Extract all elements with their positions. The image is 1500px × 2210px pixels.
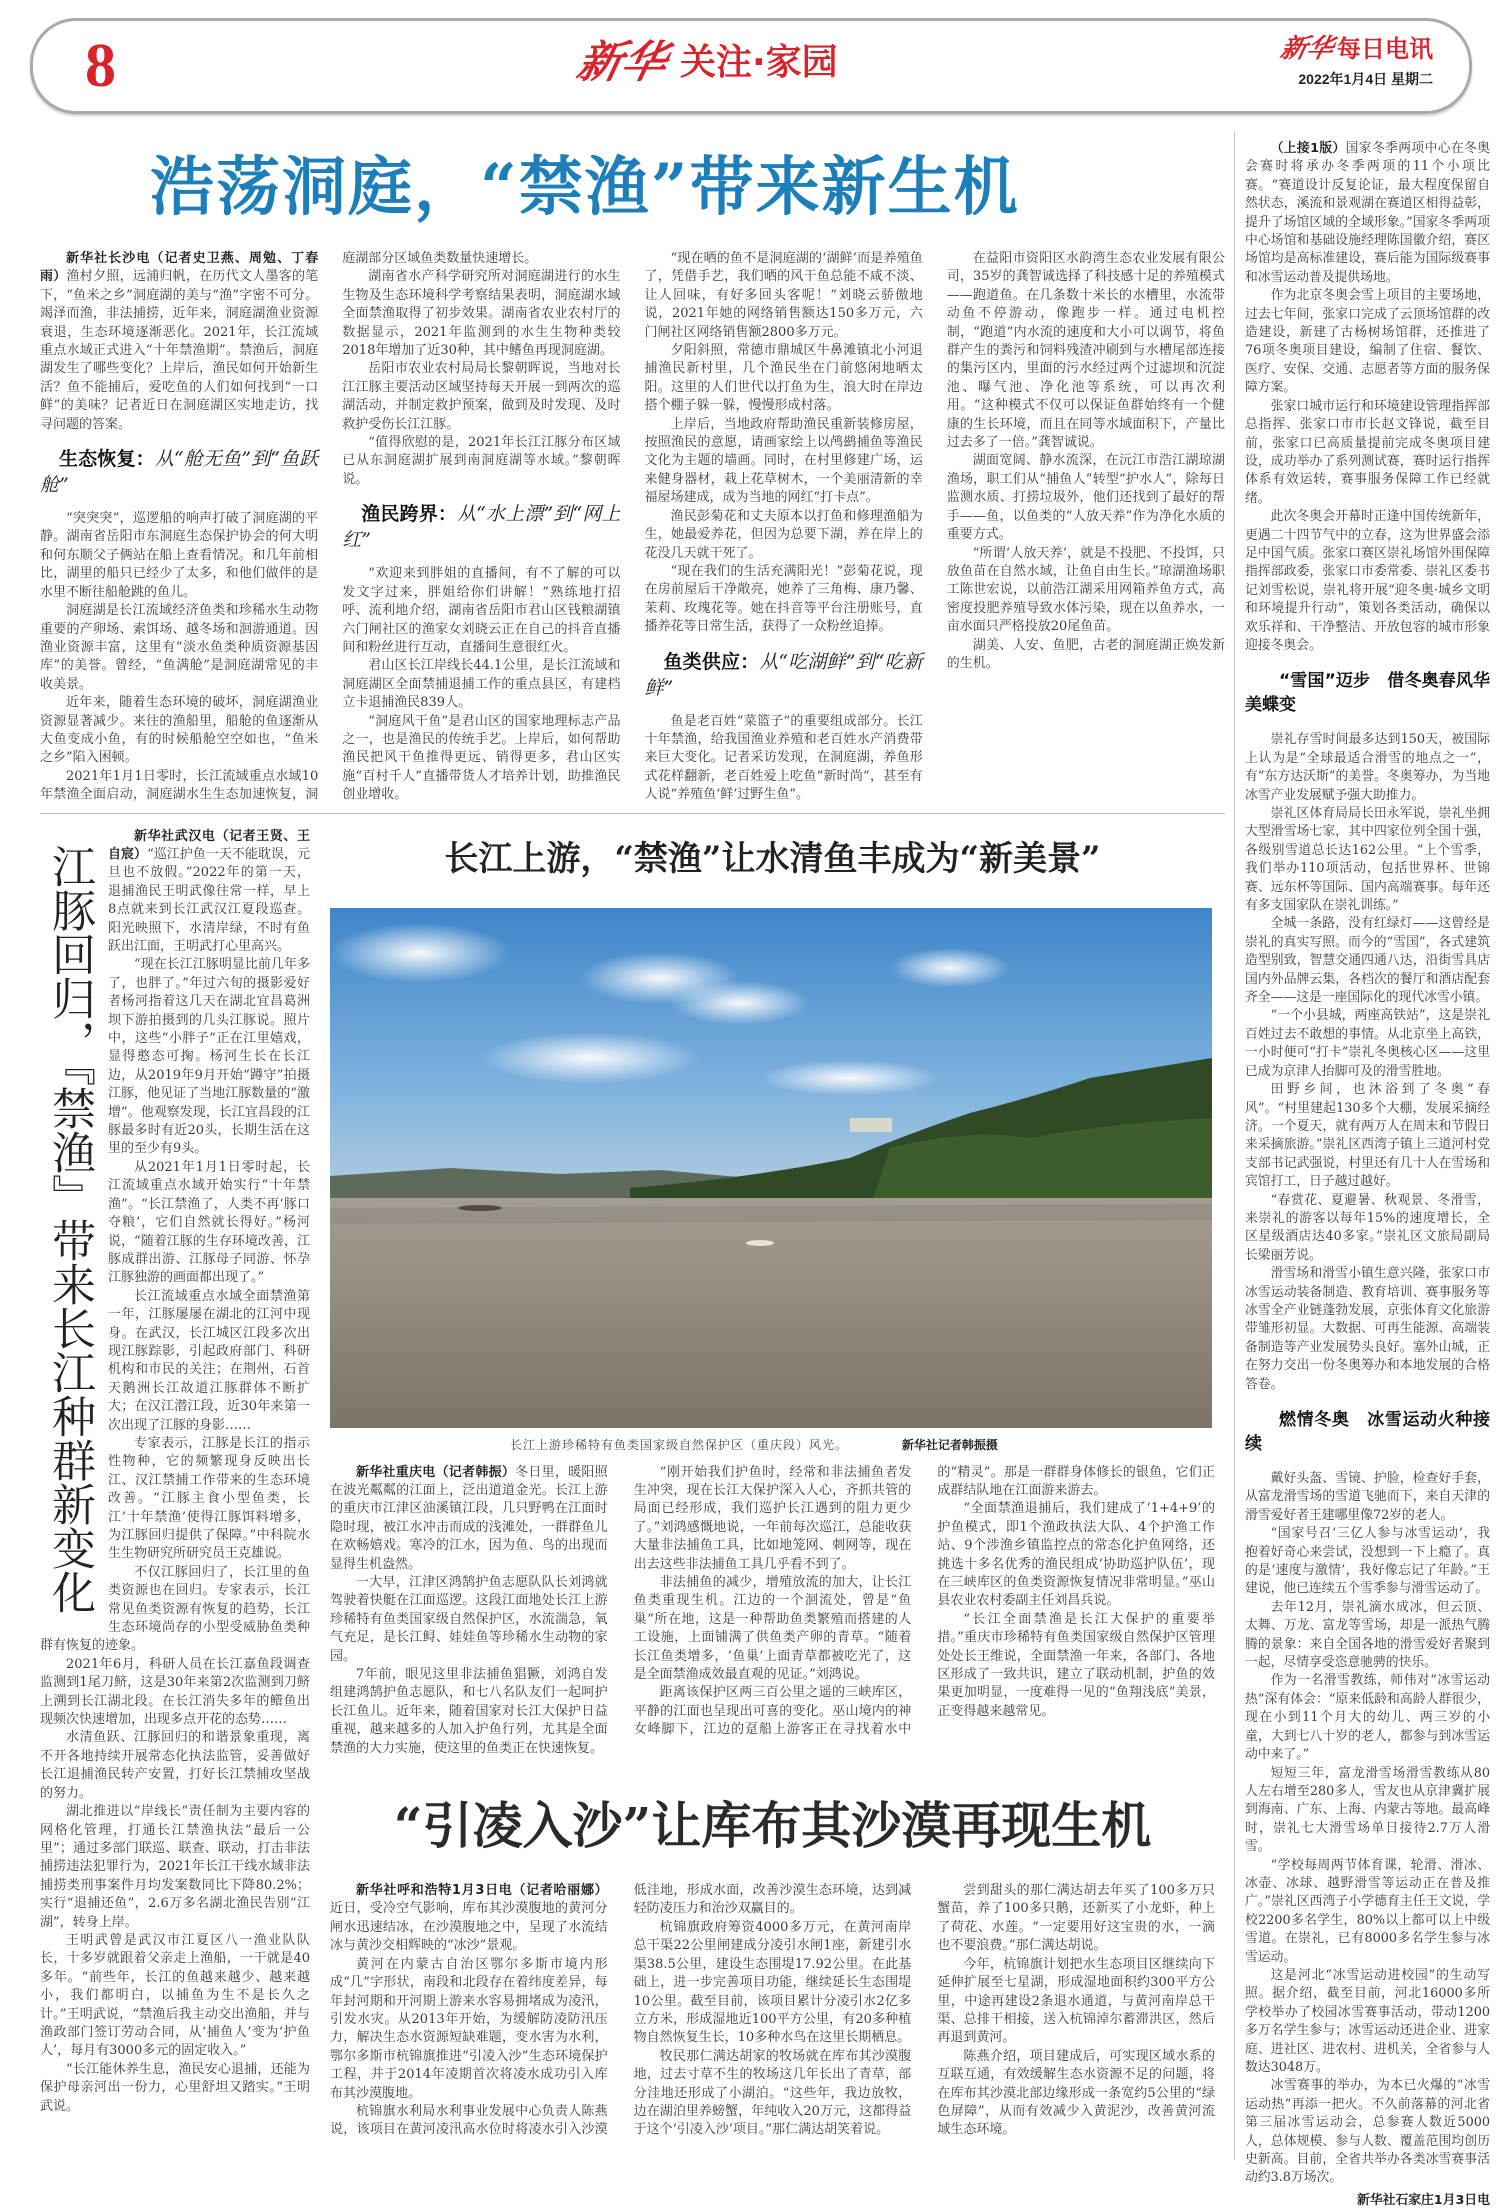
paragraph (1245, 1967, 1490, 2077)
subheading (342, 501, 620, 553)
paragraph (645, 342, 923, 416)
paragraph (40, 1729, 310, 1803)
subheading-label: 鱼类供应： (663, 650, 760, 673)
paragraph-text: 全城一条路，没有红绿灯——这曾经是崇礼的真实写照。而今的“雪国”，各式建筑造型别致，智慧交通四通八达，沿街雪具店国内外品牌云集，各档次的餐厅和酒店配套齐全——这是一座国际化的现代冰雪小镇。 (1245, 916, 1490, 1006)
paragraph (330, 1956, 608, 2103)
section-header (572, 35, 838, 91)
paragraph (40, 1803, 310, 1932)
paragraph (342, 713, 620, 805)
story-body (1245, 140, 1490, 2188)
paragraph (40, 510, 318, 602)
paragraph-text: 渔民彭菊花和丈夫原本以打鱼和修理渔船为生，她最爱养花，但因为总要下湖，养在岸上的花没几天就干死了。 (644, 508, 923, 561)
main-content (40, 250, 1225, 2140)
paragraph (947, 545, 1225, 637)
paragraph (1245, 1265, 1490, 1394)
subheading (40, 446, 318, 498)
paragraph (40, 2061, 310, 2116)
paragraph-text: 崇礼存雪时间最多达到150天，被国际上认为是“全球最适合滑雪的地点之一”，有“东方达沃斯”的美誉。冬奥筹办，为当地冰雪产业发展赋予强大助推力。 (1245, 732, 1490, 803)
paragraph-text: “突突突”，巡逻船的响声打破了洞庭湖的平静。湖南省岳阳市东洞庭生态保护协会的何大明和何东顺父子俩站在船上查看情况。和几年前相比，湖里的船只已经少了太多，和他们做伴的是水里不断往船舱跳的鱼儿。 (40, 511, 319, 600)
paragraph-text: 君山区长江岸线长44.1公里，是长江流域和洞庭湖区全面禁捕退捕工作的重点县区，有建档立卡退捕渔民839人。 (342, 658, 621, 711)
paragraph-text: “欢迎来到胖姐的直播间，有不了解的可以发文字过来，胖姐给你们讲解！”熟练地打招呼、流利地介绍，湖南省岳阳市君山区钱粮湖镇六门闸社区的渔家女刘晓云正在自己的抖音直播间和粉丝进行互动，直播间生意很红火。 (342, 566, 621, 655)
paragraph (40, 1656, 310, 1730)
paragraph-text: 冰雪赛事的举办，为本已火爆的“冰雪运动热”再添一把火。不久前落幕的河北省第三届冰雪运动会，总参赛人数近5000人，总体规模、参与人数、覆盖范围均创历史新高。目前，全省共举办各类冰雪赛事活动约3.8万场次。 (1245, 2078, 1490, 2186)
paragraph (330, 1882, 608, 1956)
paragraph-text: 近年来，随着生态环境的破坏，洞庭湖渔业资源显著减少。来往的渔船里，船舱的鱼逐渐从大鱼变成小鱼，有的时候船舱空空如也，“鱼米之乡”陷入困顿。 (40, 695, 319, 766)
xinhua-small-logo: 新华 (1277, 34, 1337, 64)
paragraph-text: 崇礼区体育局局长田永军说，崇礼坐拥大型滑雪场七家，其中四家位列全国十强，各级别雪道总长达162公里。“上个雪季，我们举办110项活动，包括世界杯、世锦赛、远东杯等国际、国内高端赛事。每年还有多支国家队在崇礼训练。” (1245, 806, 1490, 914)
paragraph-text: 专家表示，江豚是长江的指示性物种，它的频繁现身反映出长江、汉江禁捕工作带来的生态环境改善。“江豚主食小型鱼类，长江‘十年禁渔’使得江豚饵料增多，为江豚回归提供了保障。”中科院水生生物研究所研究员王克雄说。 (108, 1435, 310, 1562)
paragraph-text: 一大早，江津区鸿鹄护鱼志愿队队长刘鸿就驾驶着快艇在江面巡逻。这段江面地处长江上游珍稀特有鱼类国家级自然保护区，水流湍急，氧气充足，是长江鲟、娃娃鱼等珍稀水生动物的家园。 (330, 1575, 608, 1664)
upper-yangtze-headline: 长江上游，“禁渔”让水清鱼丰成为“新美景” (444, 838, 1101, 879)
paragraph (937, 1956, 1215, 2048)
subheading (1245, 669, 1490, 717)
paragraph-text: 非法捕鱼的减少，增殖放流的加大，让长江鱼类重现生机。江边的一个洄流处，曾是“鱼巢”所在地，这是一种帮助鱼类繁殖而搭建的人工设施，上面铺满了供鱼类产卵的青草。“随着长江鱼类增多，‘鱼巢’上面青草都被吃光了，这是全面禁渔成效最直观的见证。”刘鸿说。 (633, 1575, 912, 1683)
issue-date: 2022年1月4日 星期二 (1298, 71, 1433, 87)
paragraph (645, 250, 923, 342)
paragraph-text: “一个小县城，两座高铁站”，这是崇礼百姓过去不敢想的事情。从北京坐上高铁，一小时便可“打卡”崇礼冬奥核心区——这里已成为京津人抬脚可及的滑雪胜地。 (1245, 1008, 1490, 1079)
vertical-headline: 江豚回归，『禁渔』带来长江种群新变化 (44, 843, 95, 1614)
paragraph (1245, 915, 1490, 1007)
paragraph-text: “国家号召‘三亿人参与冰雪运动’，我抱着好奇心来尝试，没想到一下上瘾了。真的是‘速度与激情’，我好像忘记了年龄。”王建说，他已连续五个雪季参与滑雪运动了。 (1245, 1526, 1490, 1597)
paragraph (40, 694, 318, 768)
subheading-label: 生态恢复： (59, 448, 155, 471)
paragraph-text: 长江流域重点水域全面禁渔第一年，江豚屡屡在湖北的江河中现身。在武汉，长江城区江段多次出现江豚踪影，引起政府部门、科研机构和市民的关注；在荆州，石首天鹅洲长江故道江豚群体不断扩大；在汉江潜江段，近30年来第一次出现了江豚的身影…… (108, 1288, 310, 1433)
photo-caption-row (330, 1436, 1215, 1454)
paragraph-text: “学校每周两节体育课，轮滑、滑冰、冰壶、冰球、越野滑雪等运动正在普及推广。”崇礼区西湾子小学德育主任王文说，学校2200多名学生，80%以上都可以上中级雪道。在崇礼，已有8000多名学生参与冰雪运动。 (1245, 1857, 1490, 1965)
paragraph-text: 水清鱼跃、江豚回归的和谐景象重现，离不开各地持续开展常态化执法监管，妥善做好长江退捕渔民转产安置，打好长江禁捕攻坚战的努力。 (40, 1730, 310, 1801)
kubuqi-headline: “引凌入沙”让库布其沙漠再现生机 (393, 1796, 1152, 1856)
paragraph-text: 湖面宽阔、静水流深，在沅江市浩江湖琼湖渔场，职工们从“捕鱼人”转型“护水人”，除每日监测水质、打捞垃圾外，他们还找到了最好的帮手——鱼，以鱼类的“人放天养”作为净化水质的重要方式。 (946, 453, 1225, 543)
paragraph (645, 713, 923, 805)
story-dongting-lake (40, 250, 1225, 805)
subheading-text: 从“舱无鱼”到“鱼跃舱” (40, 448, 319, 497)
paragraph (1245, 1599, 1490, 1673)
paragraph-text: 鱼是老百姓“菜篮子”的重要组成部分。长江十年禁渔，给我国渔业养殖和老百姓水产消费带来巨大变化。记者采访发现，在洞庭湖，养鱼形式花样翻新，老百姓爱上吃鱼“新时尚”，甚至有人说“养殖鱼‘鲜’过野生鱼”。 (644, 713, 923, 803)
paragraph-text: 上岸后，当地政府帮助渔民重新装修房屋，按照渔民的意愿，请画家绘上以鸬鹚捕鱼等渔民文化为主题的墙画。同时，在村里修建广场，运来健身器材，栽上花草树木，一个美丽清新的幸福屋场建成，成为当地的网红“打卡点”。 (644, 416, 923, 506)
paragraph (342, 434, 620, 489)
paragraph-text: “刚开始我们护鱼时，经常和非法捕鱼者发生冲突，现在长江大保护深入人心，齐抓共管的局面已经形成，我们巡护长江遇到的阻力更少了。”刘鸿感慨地说，一年前每次巡江，总能收获大量非法捕鱼工具，比如地笼网、刺网等，现在出去这些非法捕鱼工具几乎看不到了。 (633, 1464, 912, 1572)
paragraph-text: “所谓‘人放天养’，就是不投肥、不投饵，只放鱼苗在自然水域，让鱼自由生长。”琼湖渔场职工陈世宏说，以前浩江湖采用网箱养鱼方式，高密度投肥养殖导致水体污染，现在以鱼养水，一亩水面只严格投放20尾鱼苗。 (946, 545, 1225, 635)
photo-caption: 长江上游珍稀特有鱼类国家级自然保护区（重庆段）风光。 (510, 1437, 849, 1452)
paragraph-text: “现在长江江豚明显比前几年多了，也胖了。”年过六旬的摄影爱好者杨河指着这几天在湖北宜昌葛洲坝下游拍摄到的几头江豚说。照片中，这些“小胖子”正在江里嬉戏，显得憨态可掬。杨河生长在长江边，从2019年9月开始“蹲守”拍摄江豚，他见证了当地江豚数量的“激增”。他观察发现，长江宜昌段的江豚最多时有近20头，长期生活在这里的至少有9头。 (108, 957, 310, 1157)
paragraph-text: 渔村夕照，远浦归帆，在历代文人墨客的笔下，“鱼米之乡”洞庭湖的美与“渔”字密不可分。竭泽而渔，非法捕捞，近年来，洞庭湖渔业资源衰退，生态环境逐渐恶化。2021年，长江流域重点水域正式进入“十年禁渔期”。禁渔后，洞庭湖发生了哪些变化？上岸后，渔民如何开始新生活？鱼不能捕后，爱吃鱼的人们如何找到“一口鲜”的美味？记者近日在洞庭湖区实地走访，找寻问题的答案。 (40, 269, 319, 432)
paragraph (40, 1932, 310, 2061)
paragraph (1245, 1857, 1490, 1967)
paragraph-text: “长江能休养生息，渔民安心退捕，还能为保护母亲河出一份力，心里舒坦又踏实。”王明武说。 (40, 2061, 310, 2114)
paragraph (634, 1574, 912, 1684)
paper-brand (1277, 31, 1433, 89)
paragraph (947, 637, 1225, 674)
paragraph-text: 作为一名滑雪教练，师伟对“冰雪运动热”深有体会：“原来低龄和高龄人群很少，现在小到11个月大的幼儿、两三岁的小童，大到七八十岁的老人，都参与到冰雪运动中来了。” (1245, 1673, 1490, 1763)
paragraph (645, 416, 923, 508)
paragraph-text: 湖南省水产科学研究所对洞庭湖进行的水生生物及生态环境科学考察结果表明，洞庭湖水域全面禁渔取得了初步效果。湖南省农业农村厅的数据显示，2021年监测到的水生生物种类较2018年增加了近30种，其中鳍鱼再现洞庭湖。 (342, 269, 621, 359)
paragraph-text: 7年前，眼见这里非法捕鱼猖獗，刘鸿自发组建鸿鹄护鱼志愿队，和七八名队友们一起呵护长江鱼儿。近年来，随着国家对长江大保护日益重视，越来越多的人加入护鱼行列，尤其是全面禁渔的大力实施，使这里的鱼类正在快速恢复。 (330, 1667, 608, 1756)
paragraph-text: 田野乡间，也沐浴到了冬奥“春风”。“村里建起130多个大棚，发展采摘经济。一个夏天，就有两万人在周末和节假日来采摘旅游。”崇礼区西湾子镇上三道河村党支部书记武强说，村里还有几十人在雪场和宾馆打工，日子越过越好。 (1245, 1082, 1490, 1190)
paragraph (40, 250, 318, 434)
paragraph (40, 602, 318, 694)
paragraph-text: 洞庭湖是长江流域经济鱼类和珍稀水生动物重要的产卵场、索饵场、越冬场和洄游通道。因渔业资源丰富，这里有“淡水鱼类种质资源基因库”的美誉。曾经，“鱼满舱”是洞庭湖常见的丰收美景。 (40, 603, 319, 692)
paragraph (1245, 805, 1490, 915)
section-title: 关注·家园 (680, 42, 838, 83)
paragraph-text: 距离该保护区两三百公里之遥的三峡库区，平静的江面也呈现出可喜的变化。巫山境内的神女峰脚下，江边的趸船上游客正在寻找着水中的“精灵”。那是一群群身体修长的银鱼，它们正成群结队地在江面游来游去。 (633, 1464, 1215, 1738)
paragraph (1245, 140, 1490, 287)
paper-name: 每日电讯 (1337, 35, 1433, 63)
paragraph (937, 1500, 1215, 1610)
center-column (330, 828, 1215, 2140)
paragraph (1245, 508, 1490, 655)
paragraph (634, 1919, 912, 2048)
column-divider (1234, 130, 1235, 2160)
paragraph-text: 戴好头盔、雪镜、护脸，检查好手套，从富龙滑雪场的雪道飞驰而下，来自天津的滑雪爱好者王建哪里像72岁的老人。 (1245, 1471, 1490, 1523)
paragraph-text: 2021年1月1日零时，长江流域重点水域10年禁渔全面启动，洞庭湖水生生态加速恢复，洞庭湖部分区域鱼类数量快速增长。 (40, 251, 538, 803)
paragraph (1245, 1765, 1490, 1857)
photo-credit: 新华社记者韩振摄 (901, 1437, 998, 1452)
paragraph-text: 黄河在内蒙古自治区鄂尔多斯市境内形成“几”字形状，南段和北段存在着纬度差异，每年封河期和开河期上游来水容易拥堵成为凌汛，引发水灾。从2013年开始，为缓解防凌防汛压力，解决生态水资源短缺难题，变水害为水利，鄂尔多斯市杭锦旗推进“引凌入沙”生态环境保护工程，并于2014年凌期首次将凌水成功引入库布其沙漠腹地。 (330, 1956, 608, 2101)
paragraph-text: 张家口城市运行和环境建设管理指挥部总指挥、张家口市市长赵文锋说，截至目前，张家口已高质量提前完成冬奥项目建设，成功举办了系列测试赛，赛时运行指挥体系有效运转，赛事服务保障工作已经就绪。 (1245, 398, 1490, 506)
paragraph-text: 杭锦旗政府筹资4000多万元，在黄河南岸总干渠22公里闸建成分凌引水闸1座，新建引水渠38.5公里，建设生态围堤17.92公里。在此基础上，进一步完善项目功能，继续延长生态围堤10公里。截至目前，该项目累计分凌引水2亿多立方米，形成湿地近100平方公里，有20多种植物自然恢复生长，10多种水鸟在这里长期栖息。 (633, 1919, 912, 2046)
byline: 新华社长沙电（记者史卫燕、周勉、丁春雨） (40, 251, 319, 285)
river-landscape-photo (330, 908, 1212, 1428)
paragraph-text: 近日，受冷空气影响，库布其沙漠腹地的黄河分闸水迅速结冰，在沙漠腹地之中，呈现了水流结冰与黄沙交相辉映的“冰沙”景观。 (330, 1901, 608, 1954)
paragraph-text: “巡江护鱼一天不能耽误，元旦也不放假。”2022年的第一天，退捕渔民王明武像往常一样，早上8点就来到长江武汉江夏段巡查。阳光映照下，水清岸绿，不时有鱼跃出江面，王明武打心里高兴。 (108, 846, 310, 954)
dateline: 新华社石家庄1月3日电 (1357, 2192, 1490, 2208)
paragraph (330, 1666, 608, 1758)
subheading-text: 从“水上漂”到“网上红” (342, 503, 621, 552)
paragraph-text: 短短三年，富龙滑雪场滑雪教练从80人左右增至280多人，雪友也从京津冀扩展到海南、广东、上海、内蒙古等地。最高峰时，崇礼七大滑雪场单日接待2.7万人滑雪。 (1245, 1765, 1490, 1855)
story-finless-porpoise (40, 828, 310, 2116)
byline: 新华社呼和浩特1月3日电（记者哈丽娜） (356, 1883, 608, 1899)
byline: 新华社重庆电（记者韩振） (356, 1464, 516, 1480)
xinhua-logo: 新华 (572, 37, 672, 88)
story-winter-olympics-continued (1245, 140, 1490, 2210)
paragraph (634, 1464, 912, 1574)
byline: （上接1版） (1270, 141, 1346, 156)
paragraph-text: 杭锦旗水利局水利事业发展中心负责人陈燕说，该项目在黄河凌汛高水位时将凌水引入沙漠低洼地，形成水面，改善沙漠生态环境，达到减轻防凌压力和治沙双赢目的。 (330, 1883, 912, 2138)
paragraph-text: “春赏花、夏避暑、秋观景、冬滑雪，来崇礼的游客以每年15%的速度增长，全区星级酒店达40多家。”崇礼区文旅局副局长梁丽芳说。 (1245, 1192, 1490, 1263)
paragraph-text: 滑雪场和滑雪小镇生意兴隆，张家口市冰雪运动装备制造、教育培训、赛事服务等冰雪全产业链蓬勃发展，京张体育文化旅游带雏形初显。大数据、可再生能源、高端装备制造等产业发展势头良好。塞外山城，正在努力交出一份冬奥筹办和本地发展的合格答卷。 (1245, 1266, 1490, 1392)
paragraph-text: “现在晒的鱼不是洞庭湖的‘湖鲜’而是养殖鱼了，凭借手艺，我们晒的风干鱼总能不咸不淡、让人回味，有好多回头客呢！”刘晓云骄傲地说，2021年她的网络销售额达150多万元，六门闸社区网络销售额2800多万元。 (644, 251, 923, 340)
subheading-label: 渔民跨界： (361, 503, 457, 526)
subheading-label: 燃情冬奥 冰雪运动火种接续 (1245, 1410, 1490, 1454)
paragraph (937, 2048, 1215, 2140)
paragraph (645, 508, 923, 563)
paragraph (342, 657, 620, 712)
paragraph-text: 不仅江豚回归了，长江里的鱼类资源也在回归。专家表示，长江常见鱼类资源有恢复的趋势，长江生态环境尚存的小型受威胁鱼类种群有恢复的迹象。 (40, 1564, 310, 1654)
paragraph-text: 今年，杭锦旗计划把水生态项目区继续向下延伸扩展至七星湖，形成湿地面积约300平方公里，中途再建设2条退水通道，与黄河南岸总干渠、总排干相接，送入杭锦淖尔蓄滞洪区，然后再退到黄河。 (937, 1956, 1215, 2046)
story-kubuqi-desert (330, 1882, 1215, 2140)
lower-section (40, 828, 1225, 2140)
byline: 新华社武汉电（记者王贤、王自宸） (108, 828, 310, 862)
paragraph (634, 2048, 912, 2140)
paragraph (342, 360, 620, 434)
paragraph (937, 1882, 1215, 1956)
paragraph (342, 565, 620, 657)
paragraph-text: “长江全面禁渔是长江大保护的重要举措。”重庆市珍稀特有鱼类国家级自然保护区管理处处长王维说，全面禁渔一年来，各部门、各地区形成了一致共识，建立了联动机制，护鱼的效果更加明显，一度难得一见的“鱼翔浅底”美景，正变得越来越常见。 (937, 1611, 1215, 1719)
paragraph-text: “值得欣慰的是，2021年长江江豚分布区域已从东洞庭湖扩展到南洞庭湖等水域。”黎朝晖说。 (342, 435, 621, 487)
paragraph (947, 250, 1225, 452)
subheading (1245, 1408, 1490, 1456)
paragraph-text: 湖北推进以“岸线长”责任制为主要内容的网格化管理，打通长江禁渔执法“最后一公里”；通过多部门联巡、联查、联动，打击非法捕捞违法犯罪行为，2021年长江干线水域非法捕捞类刑事案件月均发案数同比下降80.2%；实行“退捕还鱼”，2.6万多名湖北渔民告别“江湖”，转身上岸。 (40, 1804, 310, 1930)
paragraph (1245, 1081, 1490, 1191)
paragraph-text: 在益阳市资阳区水韵湾生态农业发展有限公司，35岁的龚智诚选择了科技感十足的养殖模式——跑道鱼。在几条数十米长的水槽里，水流带动鱼不停游动，像跑步一样。通过电机控制，“跑道”内水流的速度和大小可以调节，将鱼群产生的粪污和饲料残渣冲刷到与水槽尾部连接的集污区内，里面的污水经过两个过滤坝和沉淀池、曝气池、净化池等系统，可以再次利用。“这种模式不仅可以保证鱼群始终有一个健康的生长环境，而且在同等水域面积下，产量比过去多了一倍。”龚智诚说。 (946, 251, 1225, 451)
paragraph-text: “洞庭风干鱼”是君山区的国家地理标志产品之一，也是渔民的传统手艺。上岸后，如何帮助渔民把风干鱼推得更远、销得更多，君山区实施“百村千人”直播带货人才培养计划，助推渔民创业增收。 (342, 713, 621, 803)
paragraph-text: 作为北京冬奥会雪上项目的主要场地，过去七年间，张家口完成了云顶场馆群的改造建设，新建了古杨树场馆群，还推进了76项冬奥项目建设，编制了住宿、餐饮、医疗、安保、交通、志愿者等方面的服务保障方案。 (1245, 288, 1490, 396)
paragraph (1245, 287, 1490, 397)
paragraph (1245, 1672, 1490, 1764)
paragraph (1245, 731, 1490, 805)
photo-image (330, 908, 1212, 1428)
paragraph-text: 从2021年1月1日零时起，长江流域重点水域开始实行“十年禁渔”。“长江禁渔了，人类不再‘豚口夺粮’，它们自然就长得好。”杨河说，“随着江豚的生存环境改善，江豚成群出游、江豚母子同游、怀孕江豚独游的画面都出现了。” (108, 1159, 310, 1286)
paragraph-text: “现在我们的生活充满阳光！”彭菊花说，现在房前屋后干净敞亮，她养了三角梅、康乃馨、茉莉、玫瑰花等。她在抖音等平台注册账号，直播养花等日常生活，获得了一众粉丝追捧。 (644, 563, 923, 635)
paragraph-text: 冬日里，暖阳照在波光粼粼的江面上，泛出道道金光。长江上游的重庆市江津区油溪镇江段，几只野鸭在江面时隐时现，被江水冲击而成的浅滩处，一群群鱼儿在欢畅嬉戏。寒冷的江水，因为鱼、鸟的出现而显得生机盎然。 (330, 1464, 608, 1572)
page-number: 8 (85, 32, 116, 100)
paragraph (1245, 398, 1490, 508)
paragraph (947, 452, 1225, 544)
paragraph-text: 2021年6月，科研人员在长江嘉鱼段调查监测到1尾刀鲚，这是30年来第2次监测到刀鲚上溯到长江湖北段。在长江消失多年的鳤鱼出现频次快速增加，出现多点开花的态势…… (40, 1656, 310, 1728)
subheading-text: 从“吃湖鲜”到“吃新鲜” (644, 650, 923, 699)
paragraph (937, 1611, 1215, 1721)
divider (40, 813, 1225, 814)
paragraph (330, 1574, 608, 1666)
subheading (645, 649, 923, 701)
paragraph-text: 王明武曾是武汉市江夏区八一渔业队队长，十多岁就跟着父亲走上渔船，一干就是40多年。“前些年，长江的鱼越来越少、越来越小，我们都明白，以捕鱼为生不是长久之计。”王明武说，“禁渔后我主动交出渔船，并与渔政部门签订劳动合同，从‘捕鱼人’变为‘护鱼人’，每月有3000多元的固定收入。” (40, 1932, 310, 2059)
masthead (30, 18, 1472, 114)
paragraph (1245, 2077, 1490, 2187)
paragraph-text: 夕阳斜照，常德市鼎城区牛鼻滩镇北小河退捕渔民新村里，几个渔民坐在门前悠闲地晒太阳。这里的人们世代以打鱼为生，浪大时在岸边搭个棚子躲一躲，慢慢形成村落。 (644, 343, 923, 414)
main-headline: 浩荡洞庭，“禁渔”带来新生机 (150, 150, 1020, 225)
paragraph-text: 陈燕介绍，项目建成后，可实现区域水系的互联互通，有效缓解生态水资源不足的问题，将在库布其沙漠北部边缘形成一条宽约5公里的“绿色屏障”，从而有效减少入黄泥沙，改善黄河流域生态环境。 (937, 2048, 1215, 2138)
paragraph-text: 去年12月，崇礼滴水成冰，但云顶、太舞、万龙、富龙等雪场，却是一派热气腾腾的景象：来自全国各地的滑雪爱好者聚到一起，尽情享受恣意驰骋的快乐。 (1245, 1599, 1490, 1671)
paragraph (1245, 1470, 1490, 1525)
paragraph-text: 牧民那仁满达胡家的牧场就在库布其沙漠腹地，过去寸草不生的牧场这几年长出了青草，部分洼地还形成了小湖泊。“这些年，我边放牧，边在湖泊里养螃蟹，年纯收入20万元，这都得益于这个‘引凌入沙’项目。”那仁满达胡笑着说。 (633, 2048, 912, 2138)
paragraph-text: “全面禁渔退捕后，我们建成了‘1+4+9’的护鱼模式，即1个渔政执法大队、4个护渔工作站、9个涉渔乡镇监控点的常态化护鱼网络，还挑选十多名优秀的渔民组成‘协助巡护队伍’，现在三峡库区的鱼类资源恢复情况非常明显。”巫山县农业农村委副主任刘昌兵说。 (937, 1501, 1215, 1609)
paragraph (1245, 1007, 1490, 1081)
paragraph-text: 尝到甜头的那仁满达胡去年买了100多万只蟹苗，养了100多只鹅，还新买了小龙虾，种上了荷花、水莲。“一定要用好这宝贵的水，一滴也不要浪费。”那仁满达胡说。 (937, 1883, 1215, 1954)
paragraph-text: 国家冬季两项中心在冬奥会赛时将承办冬季两项的11个小项比赛。“赛道设计反复论证，最大程度保留自然状态，溪流和景观湖在赛道区相得益彰，提升了场馆区域的全域形象。”国家冬季两项中心场馆和基础设施经理陈国徽介绍，赛区场馆均是高标准建设，赛后能为国际级赛事和冰雪运动普及提供场地。 (1245, 141, 1490, 285)
paragraph-text: 此次冬奥会开幕时正逢中国传统新年，更遇二十四节气中的立春，这为世界盛会添足中国气质。张家口赛区崇礼场馆外围保障指挥部政委，张家口市委常委、崇礼区委书记刘雪松说，崇礼将开展“迎冬奥·城乡文明和环境提升行动”，策划各类活动，确保以欢乐祥和、干净整洁、开放包容的城市形象迎接冬奥会。 (1245, 509, 1490, 653)
paragraph (1245, 1192, 1490, 1266)
paragraph (645, 563, 923, 637)
paragraph-text: 湖美、人安、鱼肥，古老的洞庭湖正焕发新的生机。 (946, 637, 1225, 671)
story-upper-yangtze (330, 1464, 1215, 1759)
subheading-label: “雪国”迈步 借冬奥春风华美蝶变 (1245, 671, 1490, 716)
paragraph-text: 这是河北“冰雪运动进校园”的生动写照。据介绍，截至目前，河北16000多所学校举办了校园冰雪赛事活动，带动1200多万名学生参与；冰雪运动还进企业、进家庭、进社区、进农村、进机关，全省参与人数达3048万。 (1245, 1967, 1490, 2075)
paragraph (342, 268, 620, 360)
paragraph (1245, 1525, 1490, 1599)
paragraph (330, 1464, 608, 1574)
paragraph-text: 岳阳市农业农村局局长黎朝晖说，当地对长江江豚主要活动区域坚持每天开展一到两次的巡湖活动，并制定救护预案，做到及时发现、及时救护受伤长江江豚。 (342, 361, 621, 432)
